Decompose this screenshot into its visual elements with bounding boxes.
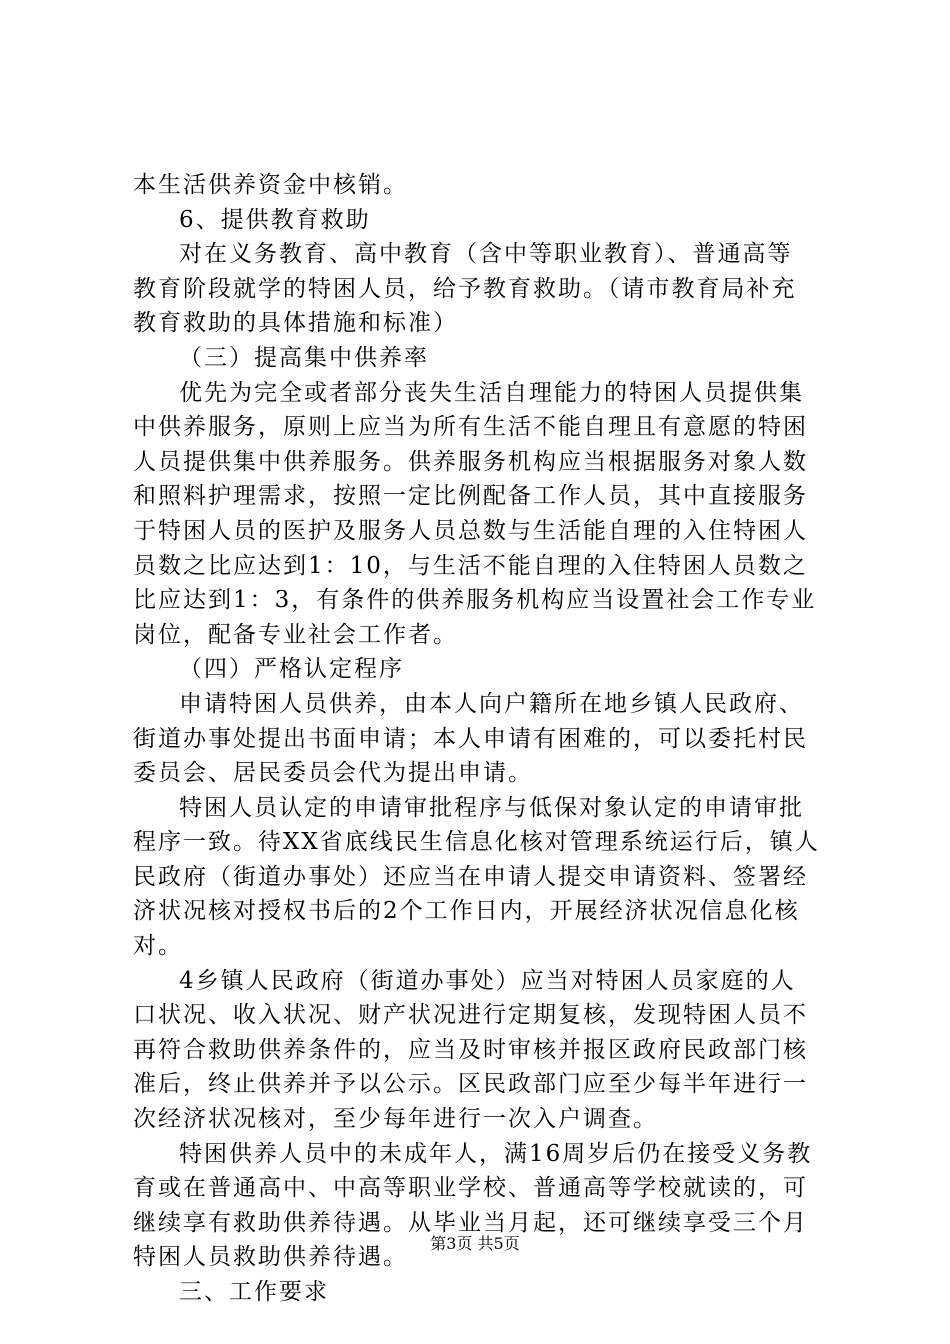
text-line: 和照料护理需求，按照一定比例配备工作人员，其中直接服务	[133, 483, 808, 510]
text-line: 教育救助的具体措施和标准）	[133, 310, 458, 337]
text-line: 特困供养人员中的未成年人，满16周岁后仍在接受义务教	[179, 1140, 813, 1167]
text-line: 民政府（街道办事处）还应当在申请人提交申请资料、签署经	[133, 863, 808, 890]
text-line: 育或在普通高中、中高等职业学校、普通高等学校就读的，可	[133, 1175, 808, 1202]
text-line: 对。	[133, 933, 183, 960]
text-line: 特困人员救助供养待遇。	[133, 1244, 408, 1271]
document-body	[133, 168, 823, 1310]
text-line: 人员提供集中供养服务。供养服务机构应当根据服务对象人数	[133, 448, 808, 475]
page-footer: 第3页 共5页	[430, 1234, 520, 1253]
text-line: 口状况、收入状况、财产状况进行定期复核，发现特困人员不	[133, 1002, 808, 1029]
text-line: 于特困人员的医护及服务人员总数与生活能自理的入住特困人	[133, 517, 808, 544]
text-line: 三、工作要求	[179, 1279, 329, 1305]
text-line: 岗位，配备专业社会工作者。	[133, 621, 458, 648]
text-line: 对在义务教育、高中教育（含中等职业教育）、普通高等	[179, 241, 793, 268]
text-line: （四）严格认定程序	[179, 656, 404, 683]
text-line: （三）提高集中供养率	[179, 344, 429, 371]
text-line: 优先为完全或者部分丧失生活自理能力的特困人员提供集	[179, 379, 804, 406]
text-line: 街道办事处提出书面申请；本人申请有困难的，可以委托村民	[133, 725, 808, 752]
text-line: 程序一致。待XX省底线民生信息化核对管理系统运行后，镇人	[133, 829, 820, 856]
text-line: 本生活供养资金中核销。	[133, 172, 408, 198]
text-line: 济状况核对授权书后的2个工作日内，开展经济状况信息化核	[133, 898, 800, 925]
text-line: 4乡镇人民政府（街道办事处）应当对特困人员家庭的人	[179, 967, 796, 994]
text-line: 继续享有救助供养待遇。从毕业当月起，还可继续享受三个月	[133, 1209, 808, 1236]
text-line: 申请特困人员供养，由本人向户籍所在地乡镇人民政府、	[179, 690, 804, 717]
text-line: 次经济状况核对，至少每年进行一次入户调查。	[133, 1106, 658, 1133]
text-line: 员数之比应达到1：10，与生活不能自理的入住特困人员数之	[133, 552, 808, 579]
text-line: 教育阶段就学的特困人员，给予教育救助。（请市教育局补充	[133, 275, 797, 302]
text-line: 6、提供教育救助	[179, 206, 371, 233]
text-line: 委员会、居民委员会代为提出申请。	[133, 760, 533, 787]
text-line: 特困人员认定的申请审批程序与低保对象认定的申请审批	[179, 794, 804, 821]
text-line: 比应达到1：3，有条件的供养服务机构应当设置社会工作专业	[133, 587, 817, 614]
text-line: 中供养服务，原则上应当为所有生活不能自理且有意愿的特困	[133, 414, 808, 441]
text-line: 准后，终止供养并予以公示。区民政部门应至少每半年进行一	[133, 1071, 808, 1098]
text-line: 再符合救助供养条件的，应当及时审核并报区政府民政部门核	[133, 1036, 808, 1063]
